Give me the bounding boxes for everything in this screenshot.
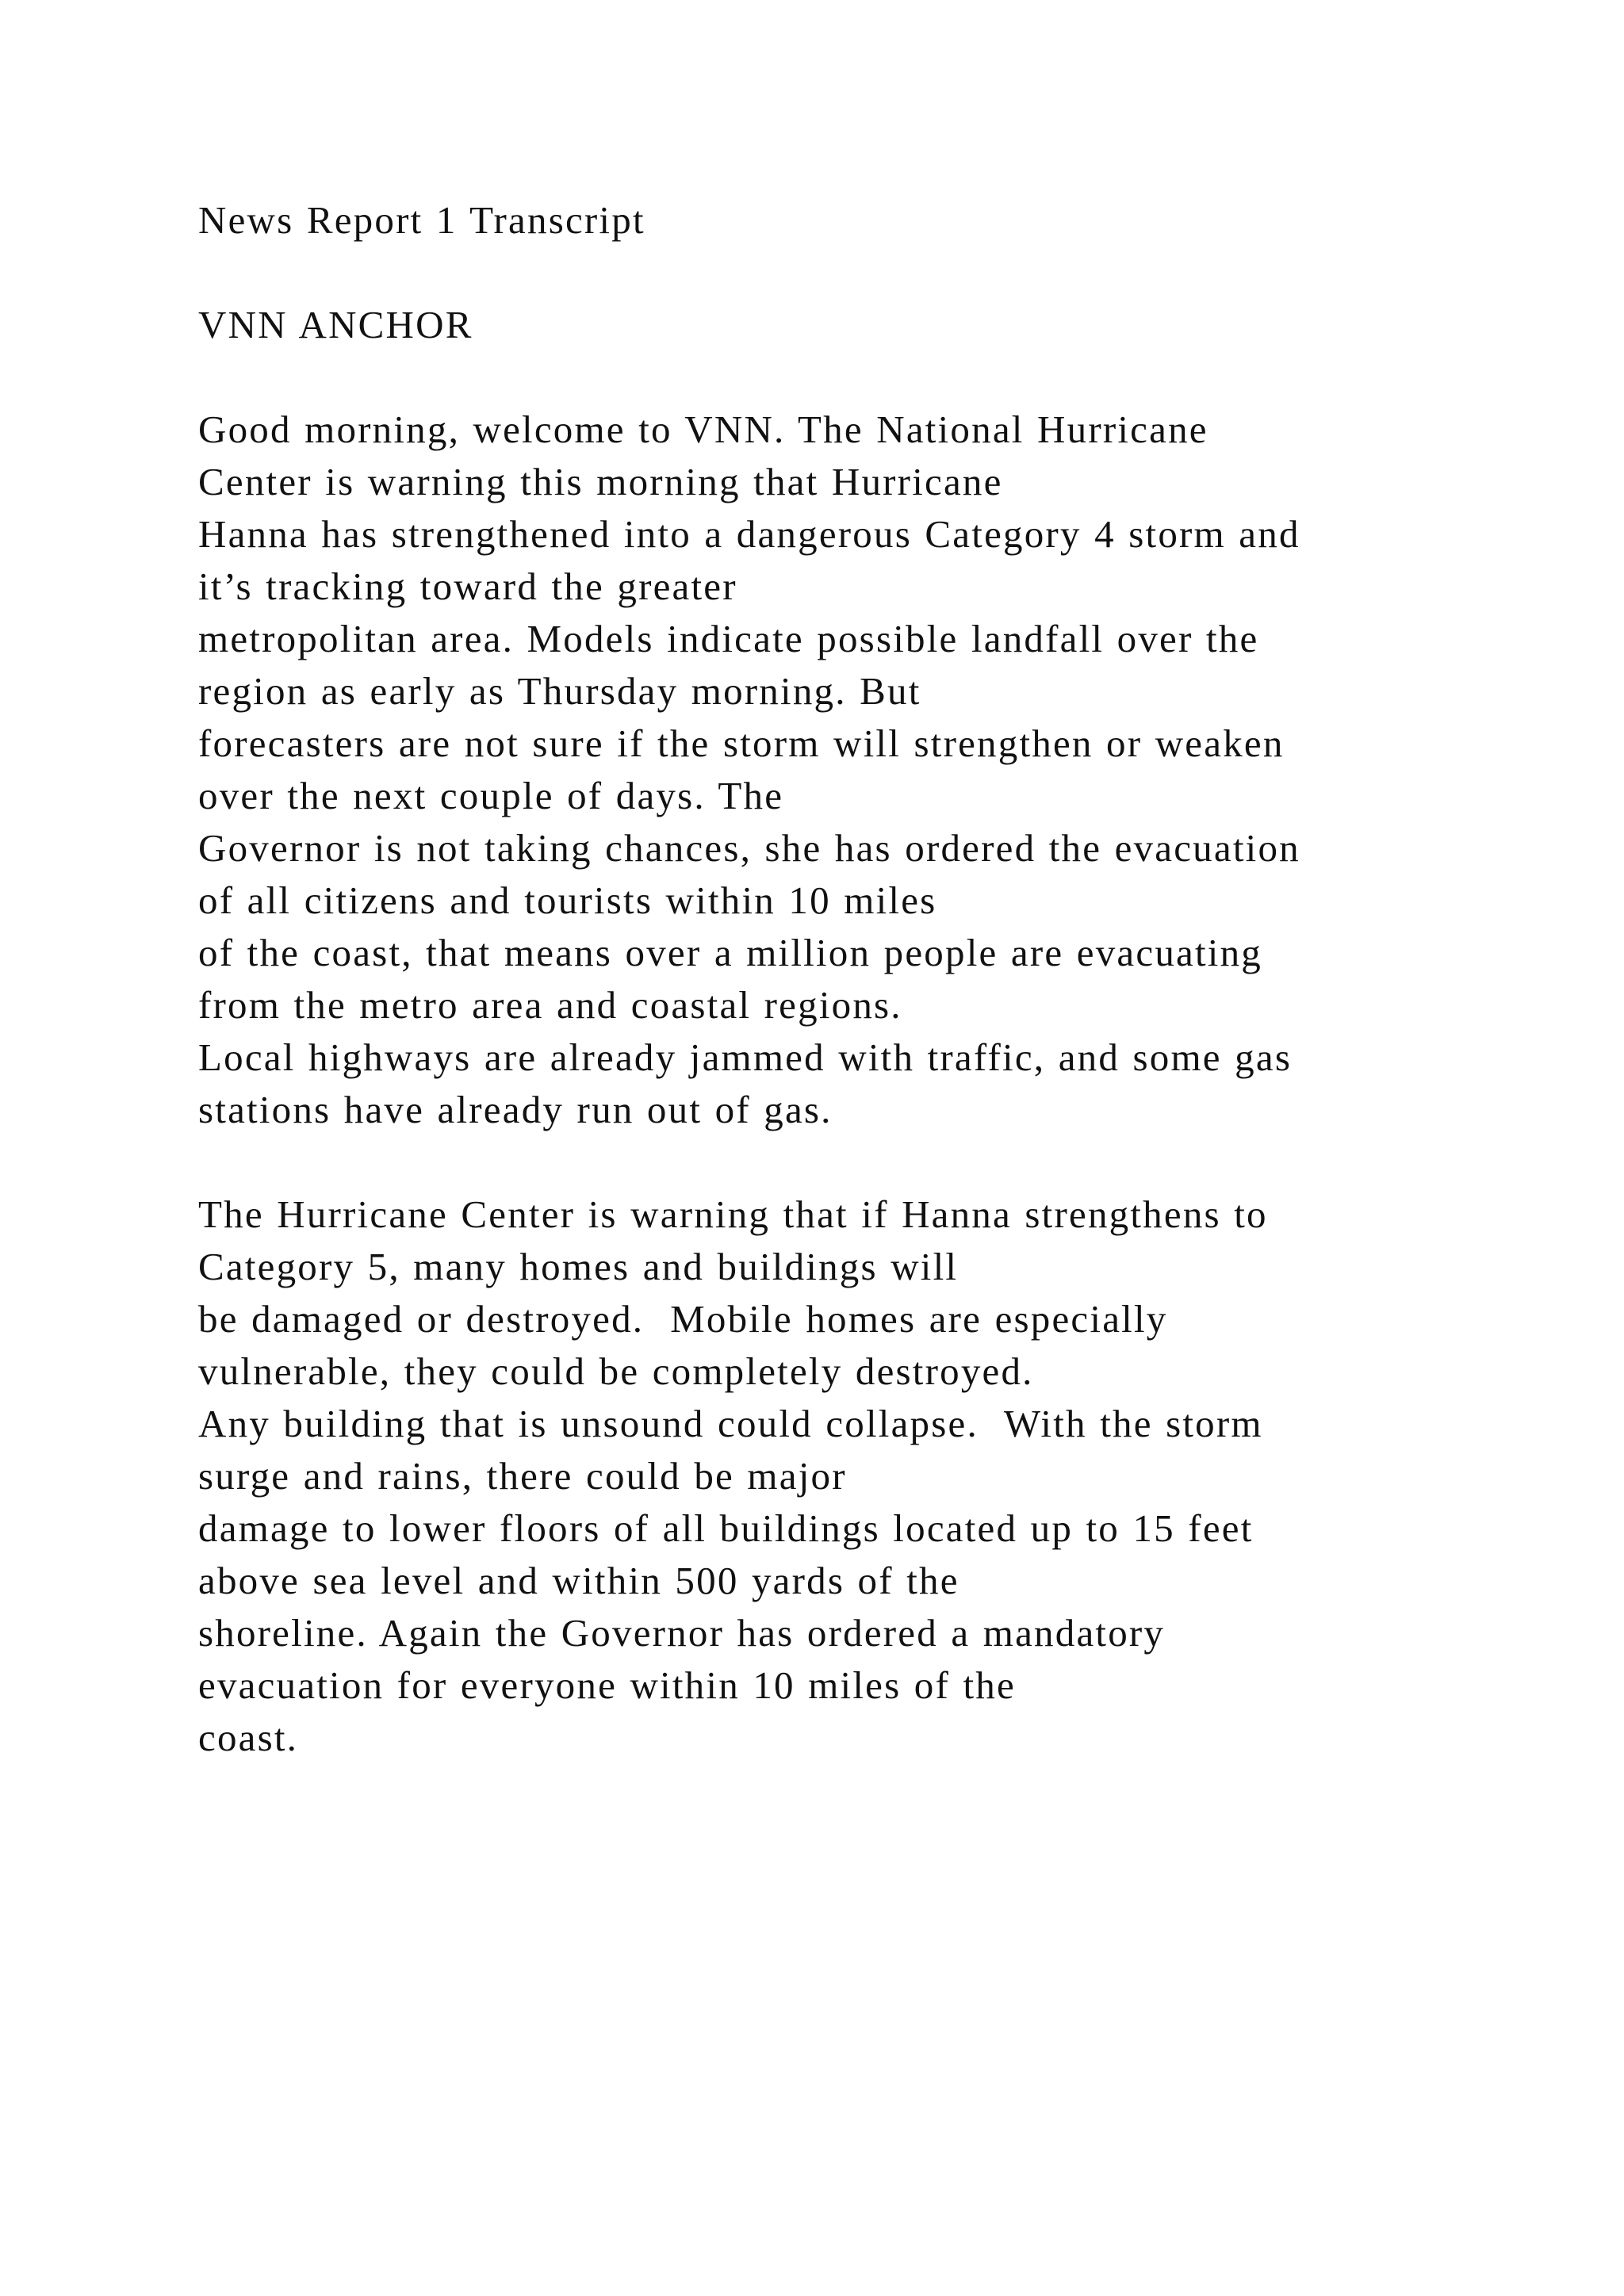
paragraph-line: evacuation for everyone within 10 miles of the — [198, 1663, 1016, 1707]
paragraph-line: stations have already run out of gas. — [198, 1088, 833, 1131]
paragraph-line: surge and rains, there could be major — [198, 1454, 847, 1498]
paragraph-line: region as early as Thursday morning. But — [198, 669, 921, 713]
document-title: News Report 1 Transcript — [198, 198, 645, 242]
paragraph-line: Category 5, many homes and buildings will — [198, 1245, 959, 1288]
spacer — [198, 351, 1546, 404]
paragraph-line: of the coast, that means over a million people are evacuating — [198, 931, 1262, 974]
paragraph-1 — [198, 404, 1546, 1136]
paragraph-line: forecasters are not sure if the storm will strengthen or weaken — [198, 721, 1285, 765]
transcript-body — [198, 194, 1546, 1764]
paragraph-line: be damaged or destroyed. Mobile homes are especially — [198, 1297, 1168, 1341]
paragraph-line: Local highways are already jammed with traffic, and some gas — [198, 1035, 1293, 1079]
paragraph-2 — [198, 1188, 1546, 1764]
paragraph-line: Governor is not taking chances, she has ordered the evacuation — [198, 826, 1300, 870]
paragraph-line: coast. — [198, 1716, 299, 1759]
paragraph-line: of all citizens and tourists within 10 miles — [198, 878, 937, 922]
speaker-label: VNN ANCHOR — [198, 303, 473, 346]
paragraph-line: metropolitan area. Models indicate possible landfall over the — [198, 617, 1259, 660]
paragraph-line: above sea level and within 500 yards of the — [198, 1559, 959, 1602]
paragraph-line: damage to lower floors of all buildings located up to 15 feet — [198, 1506, 1254, 1550]
paragraph-line: Hanna has strengthened into a dangerous Category 4 storm and — [198, 512, 1300, 556]
paragraph-line: from the metro area and coastal regions. — [198, 983, 902, 1027]
paragraph-line: Any building that is unsound could collapse. With the storm — [198, 1402, 1263, 1445]
spacer — [198, 1136, 1546, 1188]
spacer — [198, 247, 1546, 299]
paragraph-line: shoreline. Again the Governor has ordered a mandatory — [198, 1611, 1166, 1655]
paragraph-line: over the next couple of days. The — [198, 774, 784, 817]
paragraph-line: The Hurricane Center is warning that if Hanna strengthens to — [198, 1192, 1268, 1236]
paragraph-line: Center is warning this morning that Hurricane — [198, 460, 1003, 503]
paragraph-line: vulnerable, they could be completely destroyed. — [198, 1349, 1034, 1393]
paragraph-line: Good morning, welcome to VNN. The National Hurricane — [198, 408, 1208, 451]
paragraph-line: it’s tracking toward the greater — [198, 564, 737, 608]
